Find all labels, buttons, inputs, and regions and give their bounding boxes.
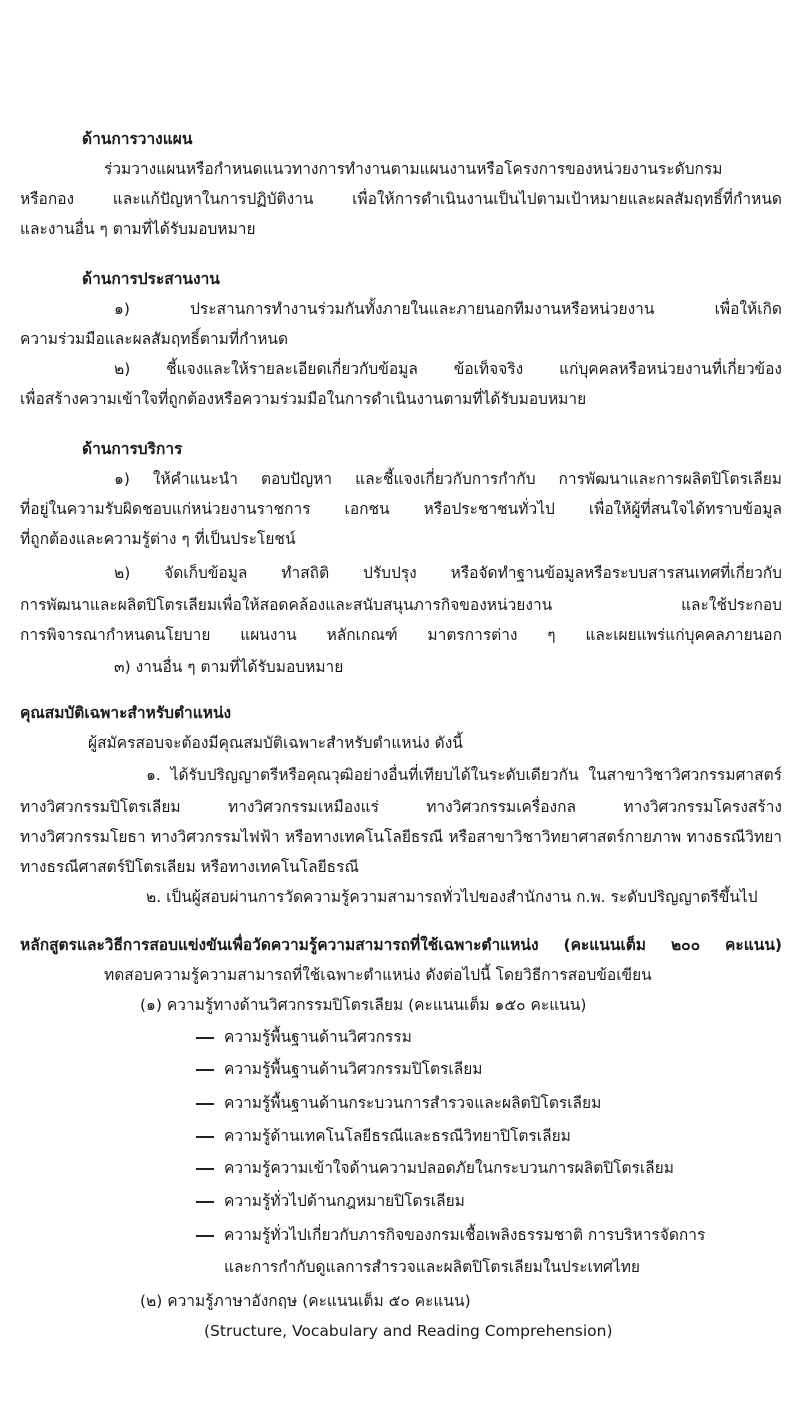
qualifications-heading: คุณสมบัติเฉพาะสำหรับตำแหน่ง <box>20 704 232 722</box>
exam-topic-2: ความรู้พื้นฐานด้านวิศวกรรมปิโตรเลียม <box>224 1060 483 1078</box>
coordination-heading: ด้านการประสานงาน <box>82 270 220 288</box>
qualifications-line-3: ทางวิศวกรรมโยธา ทางวิศวกรรมไฟฟ้า หรือทางเทคโนโลยีธรณี หรือสาขาวิชาวิทยาศาสตร์กายภาพ ทางธรณีวิทยา <box>20 828 782 846</box>
service-line-2: ที่อยู่ในความรับผิดชอบแก่หน่วยงานราชการ เอกชน หรือประชาชนทั่วไป เพื่อให้ผู้ที่สนใจได้ทราบข้อมูล <box>20 500 782 518</box>
bullet-dash <box>196 1037 214 1039</box>
qualifications-line-5: ๒. เป็นผู้สอบผ่านการวัดความรู้ความสามารถทั่วไปของสำนักงาน ก.พ. ระดับปริญญาตรีขึ้นไป <box>146 888 758 906</box>
exam-heading: หลักสูตรและวิธีการสอบแข่งขันเพื่อวัดความรู้ความสามารถที่ใช้เฉพาะตำแหน่ง (คะแนนเต็ม ๒๐๐ คะแนน) <box>20 936 782 954</box>
service-line-4: ๒) จัดเก็บข้อมูล ทำสถิติ ปรับปรุง หรือจัดทำฐานข้อมูลหรือระบบสารสนเทศที่เกี่ยวกับ <box>114 564 782 582</box>
service-line-6: การพิจารณากำหนดนโยบาย แผนงาน หลักเกณฑ์ มาตรการต่าง ๆ และเผยแพร่แก่บุคคลภายนอก <box>20 626 782 644</box>
exam-part-1: (๑) ความรู้ทางด้านวิศวกรรมปิโตรเลียม (คะแนนเต็ม ๑๕๐ คะแนน) <box>140 996 587 1014</box>
exam-topic-1: ความรู้พื้นฐานด้านวิศวกรรม <box>224 1028 412 1046</box>
planning-line-3: และงานอื่น ๆ ตามที่ได้รับมอบหมาย <box>20 220 256 238</box>
coordination-line-2: ความร่วมมือและผลสัมฤทธิ์ตามที่กำหนด <box>20 330 289 348</box>
qualifications-line-1: ๑. ได้รับปริญญาตรีหรือคุณวุฒิอย่างอื่นที่เทียบได้ในระดับเดียวกัน ในสาขาวิชาวิศวกรรมศาสตร์ <box>146 766 782 784</box>
exam-topic-7: ความรู้ทั่วไปเกี่ยวกับภารกิจของกรมเชื้อเพลิงธรรมชาติ การบริหารจัดการ <box>224 1226 706 1244</box>
bullet-dash <box>196 1069 214 1071</box>
service-heading: ด้านการบริการ <box>82 440 183 458</box>
exam-topic-3: ความรู้พื้นฐานด้านกระบวนการสำรวจและผลิตปิโตรเลียม <box>224 1094 602 1112</box>
bullet-dash <box>196 1103 214 1105</box>
exam-topic-7-cont: และการกำกับดูแลการสำรวจและผลิตปิโตรเลียมในประเทศไทย <box>224 1258 640 1276</box>
service-line-7: ๓) งานอื่น ๆ ตามที่ได้รับมอบหมาย <box>114 658 344 676</box>
exam-part-2: (๒) ความรู้ภาษาอังกฤษ (คะแนนเต็ม ๕๐ คะแนน) <box>140 1292 471 1310</box>
exam-topic-6: ความรู้ทั่วไปด้านกฎหมายปิโตรเลียม <box>224 1192 465 1210</box>
service-line-3: ที่ถูกต้องและความรู้ต่าง ๆ ที่เป็นประโยชน์ <box>20 530 296 548</box>
exam-intro: ทดสอบความรู้ความสามารถที่ใช้เฉพาะตำแหน่ง ดังต่อไปนี้ โดยวิธีการสอบข้อเขียน <box>104 966 652 984</box>
bullet-dash <box>196 1168 214 1170</box>
service-line-5: การพัฒนาและผลิตปิโตรเลียมเพื่อให้สอดคล้องและสนับสนุนภารกิจของหน่วยงาน และใช้ประกอบ <box>20 596 782 614</box>
qualifications-line-2: ทางวิศวกรรมปิโตรเลียม ทางวิศวกรรมเหมืองแร่ ทางวิศวกรรมเครื่องกล ทางวิศวกรรมโครงสร้าง <box>20 798 782 816</box>
exam-topic-5: ความรู้ความเข้าใจด้านความปลอดภัยในกระบวนการผลิตปิโตรเลียม <box>224 1159 674 1177</box>
coordination-line-3: ๒) ชี้แจงและให้รายละเอียดเกี่ยวกับข้อมูล ข้อเท็จจริง แก่บุคคลหรือหน่วยงานที่เกี่ยวข้อง <box>114 360 782 378</box>
exam-part-2-note: (Structure, Vocabulary and Reading Comprehension) <box>204 1322 613 1340</box>
planning-heading: ด้านการวางแผน <box>82 130 193 148</box>
planning-line-2: หรือกอง และแก้ปัญหาในการปฏิบัติงาน เพื่อให้การดำเนินงานเป็นไปตามเป้าหมายและผลสัมฤทธิ์ที่กำหนด <box>20 190 782 208</box>
qualifications-line-4: ทางธรณีศาสตร์ปิโตรเลียม หรือทางเทคโนโลยีธรณี <box>20 858 359 876</box>
bullet-dash <box>196 1201 214 1203</box>
bullet-dash <box>196 1235 214 1237</box>
qualifications-intro: ผู้สมัครสอบจะต้องมีคุณสมบัติเฉพาะสำหรับตำแหน่ง ดังนี้ <box>88 734 463 752</box>
coordination-line-1: ๑) ประสานการทำงานร่วมกันทั้งภายในและภายนอกทีมงานหรือหน่วยงาน เพื่อให้เกิด <box>114 300 782 318</box>
coordination-line-4: เพื่อสร้างความเข้าใจที่ถูกต้องหรือความร่วมมือในการดำเนินงานตามที่ได้รับมอบหมาย <box>20 390 587 408</box>
exam-topic-4: ความรู้ด้านเทคโนโลยีธรณีและธรณีวิทยาปิโตรเลียม <box>224 1127 571 1145</box>
service-line-1: ๑) ให้คำแนะนำ ตอบปัญหา และชี้แจงเกี่ยวกับการกำกับ การพัฒนาและการผลิตปิโตรเลียม <box>114 470 782 488</box>
bullet-dash <box>196 1136 214 1138</box>
planning-line-1: ร่วมวางแผนหรือกำหนดแนวทางการทำงานตามแผนงานหรือโครงการของหน่วยงานระดับกรม <box>104 160 723 178</box>
